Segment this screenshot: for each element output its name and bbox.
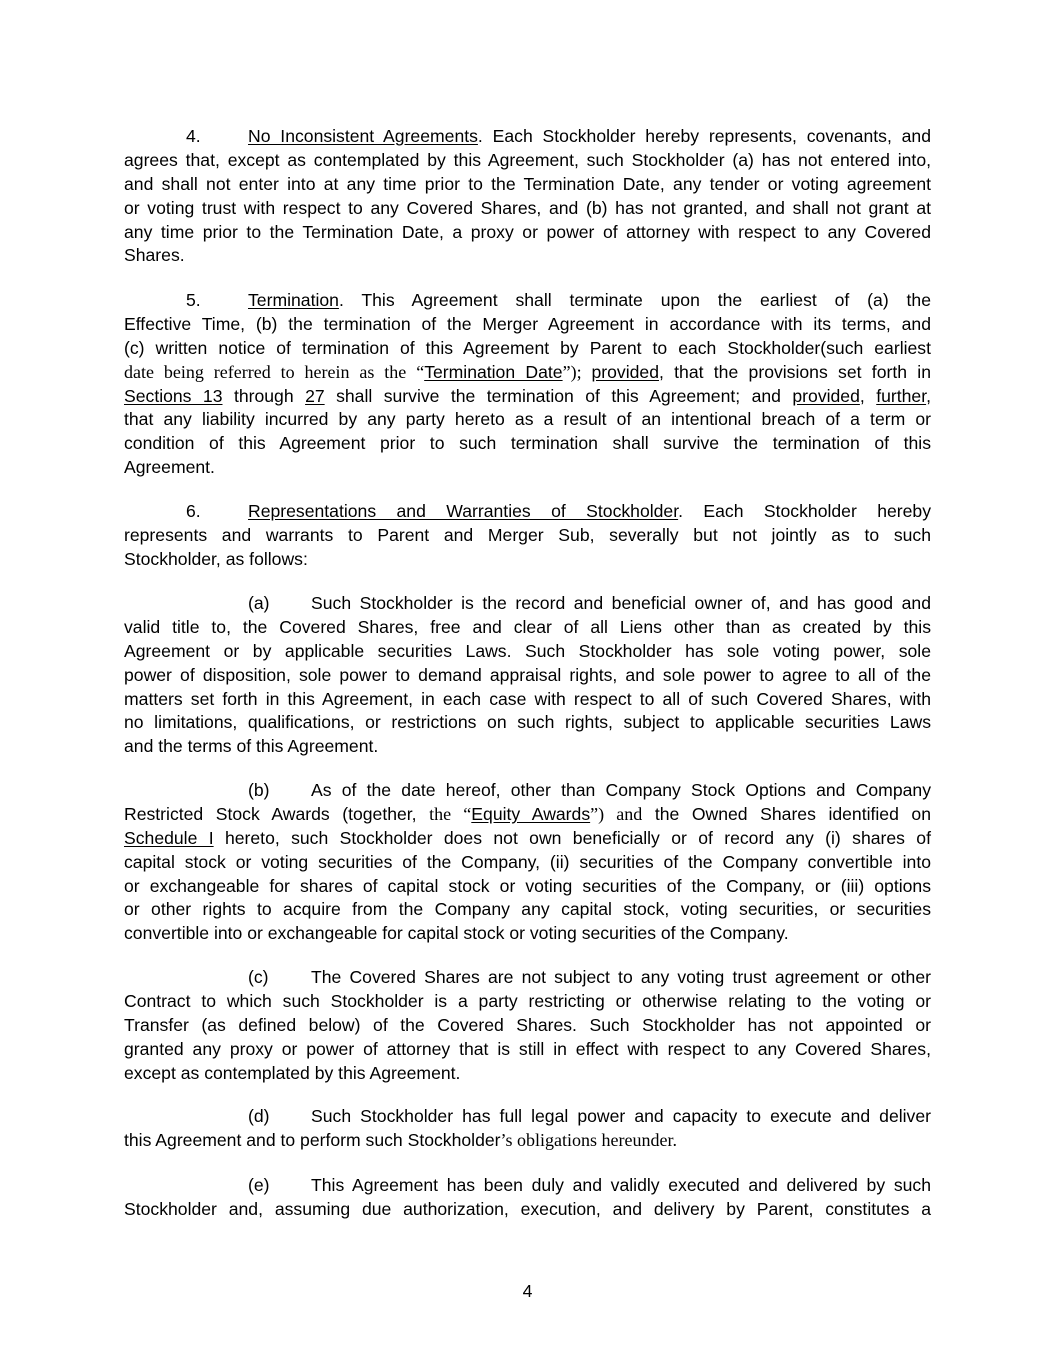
paragraph-line: Stockholder, as follows:	[124, 548, 308, 569]
paragraph-line: matters set forth in this Agreement, in each case with respect to all of such Covered Shares, with	[124, 688, 931, 709]
section-first-line	[248, 500, 931, 524]
paragraph-line: Shares.	[124, 245, 185, 266]
subsection-label: (d)	[248, 1106, 270, 1126]
section-heading: No Inconsistent Agreements	[248, 126, 478, 146]
paragraph-line	[124, 1129, 931, 1153]
text-run: through	[222, 385, 306, 406]
section-heading: Representations and Warranties of Stockholder	[248, 501, 679, 521]
text-run: ”);	[562, 361, 592, 382]
paragraph-line: Such Stockholder is the record and beneficial owner of, and has good and	[311, 593, 931, 613]
paragraph-line: except as contemplated by this Agreement.	[124, 1062, 461, 1083]
text-run: date being referred to herein as the “	[124, 361, 425, 382]
paragraph-line	[124, 827, 931, 851]
subsection-label: (b)	[248, 780, 270, 800]
paragraph-line	[124, 803, 931, 827]
paragraph-line: Contract to which such Stockholder is a party restricting or otherwise relating to the voting or	[124, 990, 931, 1011]
paragraph-line: This Agreement has been duly and validly executed and delivered by such	[311, 1175, 931, 1195]
text-run: Restricted Stock Awards (together,	[124, 803, 430, 824]
paragraph-line: or other rights to acquire from the Company any capital stock, voting securities, or securities	[124, 899, 931, 920]
section-number: 6.	[186, 501, 201, 521]
text-run: , that the provisions set forth in	[658, 361, 931, 382]
subsection-label: (e)	[248, 1175, 270, 1195]
paragraph-line: Transfer (as defined below) of the Covered Shares. Such Stockholder has not appointed or	[124, 1014, 931, 1035]
defined-term: Termination Date	[424, 361, 563, 382]
text-run: ”) and	[590, 803, 643, 824]
subsection-e	[124, 1174, 931, 1222]
text-run: the Owned Shares identified on	[642, 803, 931, 824]
paragraph-line: represents and warrants to Parent and Merger Sub, severally but not jointly as to such	[124, 524, 931, 545]
paragraph-line: capital stock or voting securities of the Company, (ii) securities of the Company convertible into	[124, 851, 931, 872]
paragraph-line: convertible into or exchangeable for capital stock or voting securities of the Company.	[124, 923, 789, 944]
paragraph-line: that any liability incurred by any party hereto as a result of an intentional breach of a term or	[124, 409, 931, 430]
subsection-c	[124, 966, 931, 1085]
paragraph-line	[124, 361, 931, 385]
emphasis-term: provided	[591, 361, 659, 382]
text-run: . Each Stockholder hereby represents, covenants, and	[477, 126, 932, 146]
paragraph-line: no limitations, qualifications, or restrictions on such rights, subject to applicable securities Laws	[124, 712, 931, 733]
paragraph-line	[124, 385, 931, 409]
section-first-line	[248, 125, 931, 149]
text-run: ’s obligations hereunder.	[500, 1129, 677, 1150]
text-run: the “	[429, 803, 472, 824]
paragraph-line: condition of this Agreement prior to such termination shall survive the termination of this	[124, 433, 931, 454]
paragraph-line: any time prior to the Termination Date, a proxy or power of attorney with respect to any Covered	[124, 221, 931, 242]
section-heading: Termination	[248, 290, 339, 310]
section-number: 4.	[186, 126, 201, 146]
paragraph-line: valid title to, the Covered Shares, free and clear of all Liens other than as created by this	[124, 616, 931, 637]
paragraph-line: Effective Time, (b) the termination of the Merger Agreement in accordance with its terms, and	[124, 313, 931, 334]
cross-reference: Sections 13	[124, 385, 223, 406]
paragraph-line: or voting trust with respect to any Covered Shares, and (b) has not granted, and shall not grant at	[124, 197, 931, 218]
emphasis-term: further	[876, 385, 927, 406]
paragraph-line: and the terms of this Agreement.	[124, 736, 379, 757]
text-run: shall survive the termination of this Agreement; and	[324, 385, 793, 406]
text-run: this Agreement and to perform such Stockholder	[124, 1129, 501, 1150]
paragraph-line: or exchangeable for shares of capital stock or voting securities of the Company, or (iii) options	[124, 875, 931, 896]
text-run: . This Agreement shall terminate upon the earliest of (a) the	[338, 290, 931, 310]
paragraph-line: and shall not enter into at any time prior to the Termination Date, any tender or voting agreement	[124, 173, 931, 194]
paragraph-line: granted any proxy or power of attorney that is still in effect with respect to any Covered Shares,	[124, 1038, 931, 1059]
emphasis-term: provided	[792, 385, 860, 406]
paragraph-line: Stockholder and, assuming due authorization, execution, and delivery by Parent, constitutes a	[124, 1198, 931, 1219]
paragraph-line: (c) written notice of termination of this Agreement by Parent to each Stockholder(such earliest	[124, 337, 931, 358]
paragraph-line: Agreement or by applicable securities Laws. Such Stockholder has sole voting power, sole	[124, 640, 931, 661]
paragraph-line: Agreement.	[124, 457, 215, 478]
page-number: 4	[522, 1281, 533, 1301]
section-number: 5.	[186, 290, 201, 310]
section-4	[124, 125, 931, 268]
paragraph-line: agrees that, except as contemplated by this Agreement, such Stockholder (a) has not entered into,	[124, 149, 931, 170]
section-first-line	[248, 289, 931, 313]
text-run: ,	[859, 385, 877, 406]
paragraph-line: power of disposition, sole power to demand appraisal rights, and sole power to agree to all of the	[124, 664, 931, 685]
subsection-label: (a)	[248, 593, 270, 613]
text-run: ,	[926, 385, 931, 406]
section-6	[124, 500, 931, 572]
text-run: . Each Stockholder hereby	[678, 501, 932, 521]
paragraph-line: As of the date hereof, other than Company Stock Options and Company	[311, 780, 931, 800]
text-run: hereto, such Stockholder does not own beneficially or of record any (i) shares of	[213, 827, 931, 848]
defined-term: Equity Awards	[471, 803, 591, 824]
subsection-a	[124, 592, 931, 759]
paragraph-line: The Covered Shares are not subject to any voting trust agreement or other	[311, 967, 931, 987]
section-5	[124, 289, 931, 480]
cross-reference: Schedule I	[124, 827, 214, 848]
subsection-b	[124, 779, 931, 946]
subsection-d	[124, 1105, 931, 1153]
paragraph-line: Such Stockholder has full legal power and capacity to execute and deliver	[311, 1106, 931, 1126]
cross-reference: 27	[305, 385, 325, 406]
subsection-label: (c)	[248, 967, 269, 987]
